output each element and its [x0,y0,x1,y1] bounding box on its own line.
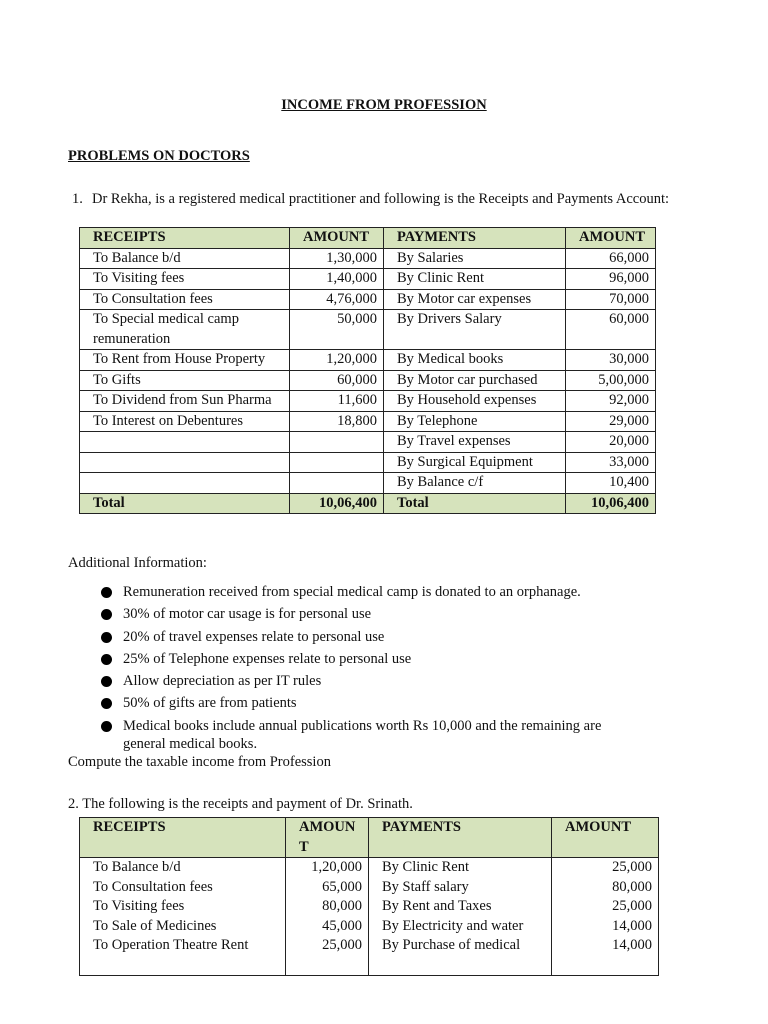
payment-amount: 14,000 [552,936,659,956]
bullet-item [99,650,639,668]
payment-label: By Drivers Salary [384,310,566,350]
payment-label: By Telephone [384,411,566,432]
table-row [80,370,656,391]
receipt-label: To Consultation fees [80,289,290,310]
compute-instruction: Compute the taxable income from Profession [68,754,331,770]
table-row [80,248,656,269]
payment-amount: 14,000 [552,917,659,937]
header-amount: AMOUNT [290,228,384,249]
receipt-amount: 25,000 [286,936,369,956]
table-row [80,391,656,412]
payment-amount: 5,00,000 [566,370,656,391]
receipt-label [80,432,290,453]
table-row [80,917,659,937]
additional-info-heading: Additional Information: [68,555,207,571]
payment-label: By Balance c/f [384,473,566,494]
receipt-label: To Sale of Medicines [80,917,286,937]
empty-cell [552,956,659,976]
receipt-label: To Operation Theatre Rent [80,936,286,956]
table-row [80,936,659,956]
bullet-icon [101,721,112,732]
receipts-payments-table-2 [79,817,659,976]
bullet-text: 30% of motor car usage is for personal use [123,606,372,623]
question-number: 1. [72,191,83,207]
bullet-item [99,672,639,690]
question-2-text: 2. The following is the receipts and payment of Dr. Srinath. [68,796,413,812]
payment-amount: 20,000 [566,432,656,453]
payment-amount: 25,000 [552,858,659,878]
payment-amount: 96,000 [566,269,656,290]
receipt-label: To Balance b/d [80,248,290,269]
receipt-amount: 11,600 [290,391,384,412]
payment-amount: 70,000 [566,289,656,310]
header-payments: PAYMENTS [384,228,566,249]
receipt-label [80,473,290,494]
payment-amount: 66,000 [566,248,656,269]
bullet-item [99,583,639,601]
receipt-amount: 50,000 [290,310,384,350]
bullet-icon [101,587,112,598]
bullet-item [99,605,639,623]
receipt-amount: 4,76,000 [290,289,384,310]
total-label: Total [80,493,290,514]
header-payments: PAYMENTS [369,818,552,858]
bullet-icon [101,676,112,687]
receipt-amount [290,432,384,453]
receipt-label [80,452,290,473]
receipt-label: To Balance b/d [80,858,286,878]
receipt-label: To Visiting fees [80,269,290,290]
total-amount: 10,06,400 [290,493,384,514]
total-label: Total [384,493,566,514]
payment-amount: 10,400 [566,473,656,494]
table-row [80,878,659,898]
table-row [80,897,659,917]
payment-label: By Rent and Taxes [369,897,552,917]
header-receipts: RECEIPTS [80,228,290,249]
receipt-amount: 65,000 [286,878,369,898]
bullet-text: 50% of gifts are from patients [123,695,297,712]
receipt-amount: 1,30,000 [290,248,384,269]
table-header-row [80,228,656,249]
payment-amount: 60,000 [566,310,656,350]
receipt-label: To Consultation fees [80,878,286,898]
table-header-row [80,818,659,858]
header-amount: AMOUNT [566,228,656,249]
receipt-label: To Interest on Debentures [80,411,290,432]
payment-label: By Electricity and water [369,917,552,937]
empty-cell [286,956,369,976]
payment-label: By Motor car expenses [384,289,566,310]
payment-label: By Clinic Rent [369,858,552,878]
bullet-item [99,717,639,753]
bullet-item [99,628,639,646]
payment-amount: 30,000 [566,350,656,371]
question-text: Dr Rekha, is a registered medical practitioner and following is the Receipts and Payments Account: [92,191,670,207]
total-row [80,493,656,514]
bullet-text: 25% of Telephone expenses relate to personal use [123,650,412,667]
payment-label: By Travel expenses [384,432,566,453]
payment-amount: 33,000 [566,452,656,473]
payment-label: By Medical books [384,350,566,371]
section-heading: PROBLEMS ON DOCTORS [68,148,250,164]
payment-amount: 80,000 [552,878,659,898]
receipt-amount: 1,20,000 [286,858,369,878]
header-amount: AMOUNT [286,818,369,858]
table-row [80,432,656,453]
payment-label: By Clinic Rent [384,269,566,290]
payment-label: By Purchase of medical [369,936,552,956]
header-amount: AMOUNT [552,818,659,858]
payment-label: By Motor car purchased [384,370,566,391]
receipt-amount: 80,000 [286,897,369,917]
payment-label: By Salaries [384,248,566,269]
payment-amount: 92,000 [566,391,656,412]
table-row [80,858,659,878]
receipt-label: To Gifts [80,370,290,391]
payment-label: By Household expenses [384,391,566,412]
empty-cell [80,956,286,976]
bullet-text: Remuneration received from special medical camp is donated to an orphanage. [123,584,581,600]
additional-info-list [99,583,639,757]
receipt-amount [290,452,384,473]
header-receipts: RECEIPTS [80,818,286,858]
receipt-amount: 60,000 [290,370,384,391]
bullet-text: 20% of travel expenses relate to personal use [123,628,385,645]
bullet-icon [101,609,112,620]
bullet-icon [101,698,112,709]
table-row [80,289,656,310]
bullet-icon [101,654,112,665]
table-row [80,310,656,350]
table-row [80,350,656,371]
table-row [80,411,656,432]
bullet-icon [101,632,112,643]
bullet-text: Allow depreciation as per IT rules [123,673,322,690]
total-amount: 10,06,400 [566,493,656,514]
payment-label: By Surgical Equipment [384,452,566,473]
receipt-amount: 45,000 [286,917,369,937]
bullet-text: Medical books include annual publications worth Rs 10,000 and the remaining are general medical books. [123,717,602,752]
receipt-amount: 1,20,000 [290,350,384,371]
payment-amount: 25,000 [552,897,659,917]
receipt-label: To Rent from House Property [80,350,290,371]
table-row [80,473,656,494]
receipt-label: To Special medical camp remuneration [80,310,290,350]
table-row-blank [80,956,659,976]
receipt-amount [290,473,384,494]
receipt-label: To Visiting fees [80,897,286,917]
receipt-label: To Dividend from Sun Pharma [80,391,290,412]
table-row [80,269,656,290]
page-title: INCOME FROM PROFESSION [281,97,487,113]
bullet-item [99,694,639,712]
receipts-payments-table-1 [79,227,656,514]
question-1 [72,190,672,208]
payment-amount: 29,000 [566,411,656,432]
receipt-amount: 18,800 [290,411,384,432]
receipt-amount: 1,40,000 [290,269,384,290]
payment-label: By Staff salary [369,878,552,898]
table-row [80,452,656,473]
empty-cell [369,956,552,976]
